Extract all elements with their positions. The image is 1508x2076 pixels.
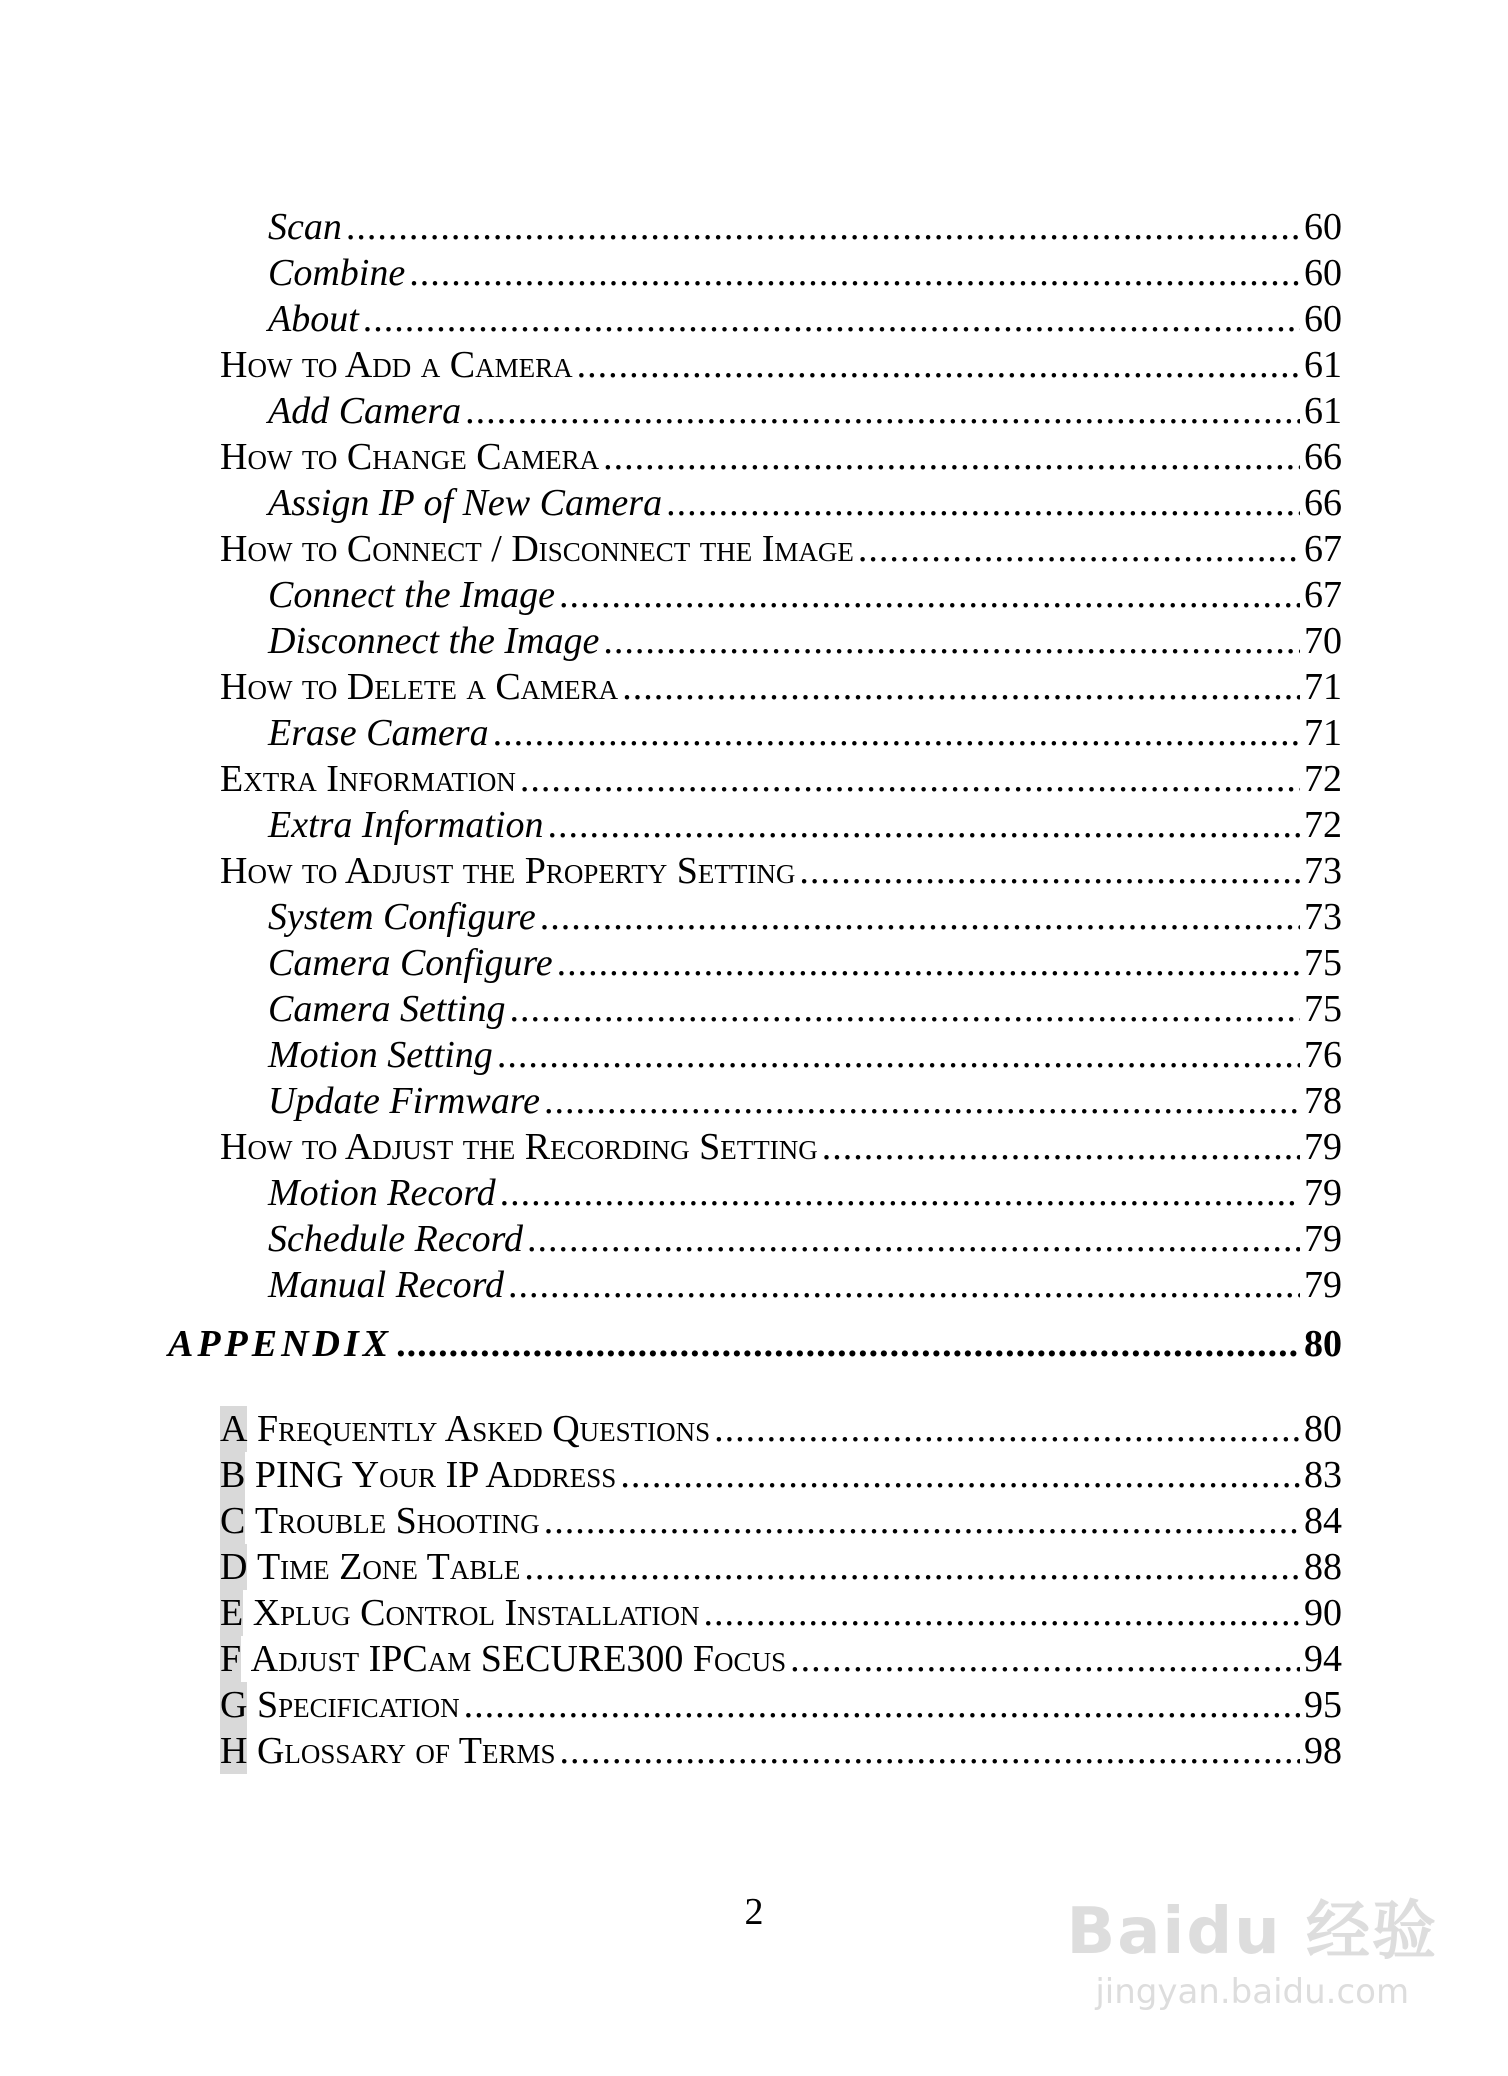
toc-entry[interactable] (168, 480, 1342, 526)
spacer (245, 1452, 255, 1498)
appendix-entry[interactable] (168, 1498, 1342, 1544)
toc-entry[interactable] (168, 1170, 1342, 1216)
toc-entry-title: Connect the Image (268, 574, 556, 616)
toc-entry-page: 76 (1304, 1034, 1342, 1076)
toc-entry-title: Scan (268, 206, 342, 248)
dot-leader (497, 1032, 1300, 1078)
toc-entry[interactable] (168, 296, 1342, 342)
toc-entry-title: Schedule Record (268, 1218, 523, 1260)
dot-leader (544, 1498, 1300, 1544)
toc-entry-title: How to Delete a Camera (220, 666, 619, 708)
toc-entry-page: 88 (1304, 1546, 1342, 1588)
dot-leader (544, 1078, 1300, 1124)
dot-leader (524, 1544, 1300, 1590)
toc-entry-title: Motion Setting (268, 1034, 493, 1076)
toc-entry-page: 79 (1304, 1264, 1342, 1306)
toc-entry-page: 79 (1304, 1218, 1342, 1260)
toc-entry-title: Add Camera (268, 390, 462, 432)
toc-entry-title: System Configure (268, 896, 536, 938)
dot-leader (464, 1682, 1300, 1728)
toc-entry-title: Trouble Shooting (254, 1500, 540, 1542)
toc-entry-title: About (268, 298, 359, 340)
appendix-letter: G (220, 1684, 248, 1726)
dot-leader (703, 1590, 1300, 1636)
toc-chapter-appendix[interactable] (168, 1308, 1342, 1380)
toc-entry-title: Motion Record (268, 1172, 496, 1214)
toc-entry-page: 72 (1304, 758, 1342, 800)
toc-entry-page: 71 (1304, 666, 1342, 708)
toc-entry-title: How to Adjust the Recording Setting (220, 1126, 818, 1168)
toc-entry-page: 79 (1304, 1126, 1342, 1168)
toc-entry[interactable] (168, 894, 1342, 940)
toc-entry-page: 90 (1304, 1592, 1342, 1634)
toc-entry[interactable] (168, 434, 1342, 480)
toc-entry-page: 79 (1304, 1172, 1342, 1214)
toc-entry-title: Xplug Control Installation (252, 1592, 700, 1634)
toc-entry-page: 67 (1304, 528, 1342, 570)
spacer (245, 1498, 255, 1544)
dot-leader (622, 664, 1300, 710)
spacer (247, 1406, 257, 1452)
toc-entry[interactable] (168, 802, 1342, 848)
toc-entry[interactable] (168, 526, 1342, 572)
dot-leader (858, 526, 1300, 572)
dot-leader (790, 1636, 1300, 1682)
toc-entry-page: 78 (1304, 1080, 1342, 1122)
appendix-entry[interactable] (168, 1728, 1342, 1774)
toc-entry[interactable] (168, 1124, 1342, 1170)
page-number: 2 (744, 1891, 764, 1933)
toc-entry-page: 60 (1304, 252, 1342, 294)
section-gap (168, 1380, 1342, 1406)
toc-entry-title: Camera Setting (268, 988, 506, 1030)
toc-entry-title: Time Zone Table (256, 1546, 521, 1588)
dot-leader (540, 894, 1300, 940)
dot-leader (547, 802, 1300, 848)
dot-leader (603, 618, 1300, 664)
toc-entry-title: PING Your IP Address (254, 1454, 617, 1496)
appendix-entry[interactable] (168, 1636, 1342, 1682)
appendix-letter: F (220, 1638, 242, 1680)
appendix-letter: H (220, 1730, 248, 1772)
toc-entry[interactable] (168, 1032, 1342, 1078)
dot-leader (560, 1728, 1301, 1774)
toc-entry-page: 84 (1304, 1500, 1342, 1542)
toc-entry-title: Erase Camera (268, 712, 489, 754)
spacer (247, 1682, 257, 1728)
dot-leader (603, 434, 1300, 480)
toc-entry-title: Extra Information (268, 804, 544, 846)
dot-leader (714, 1406, 1300, 1452)
dot-leader (822, 1124, 1300, 1170)
toc-entry-page: 70 (1304, 620, 1342, 662)
toc-entry-title: Glossary of Terms (256, 1730, 556, 1772)
dot-leader (577, 342, 1300, 388)
toc-entry[interactable] (168, 572, 1342, 618)
toc-entry-page: 98 (1304, 1730, 1342, 1772)
toc-entry-page: 67 (1304, 574, 1342, 616)
toc-entry-page: 60 (1304, 206, 1342, 248)
appendix-entry[interactable] (168, 1452, 1342, 1498)
appendix-entry[interactable] (168, 1682, 1342, 1728)
dot-leader (527, 1216, 1300, 1262)
toc-entry[interactable] (168, 1078, 1342, 1124)
spacer (241, 1636, 251, 1682)
appendix-letter: A (220, 1408, 248, 1450)
toc-entry-page: 80 (1304, 1408, 1342, 1450)
watermark (1066, 1880, 1438, 2012)
appendix-letter: B (220, 1454, 246, 1496)
toc-entry-title: Frequently Asked Questions (256, 1408, 711, 1450)
toc-entry[interactable] (168, 986, 1342, 1032)
toc-entry-page: 60 (1304, 298, 1342, 340)
toc-entry[interactable] (168, 1216, 1342, 1262)
toc-entry-page: 83 (1304, 1454, 1342, 1496)
toc-entry[interactable] (168, 388, 1342, 434)
toc-entry-page: 66 (1304, 436, 1342, 478)
toc-entry-page: 61 (1304, 344, 1342, 386)
toc-entry[interactable] (168, 618, 1342, 664)
dot-leader (363, 296, 1300, 342)
toc-entry-title: APPENDIX (168, 1323, 393, 1365)
dot-leader (520, 756, 1300, 802)
dot-leader (465, 388, 1300, 434)
appendix-letter: D (220, 1546, 248, 1588)
dot-leader (396, 1308, 1300, 1380)
toc-entry[interactable] (168, 250, 1342, 296)
toc-entry-title: Disconnect the Image (268, 620, 600, 662)
watermark-brand: Baidu 经验 (1066, 1895, 1438, 1969)
dot-leader (620, 1452, 1300, 1498)
dot-leader (557, 940, 1300, 986)
toc-entry[interactable] (168, 204, 1342, 250)
toc-entry-title: Extra Information (220, 758, 516, 800)
toc-entry-title: Specification (256, 1684, 460, 1726)
toc-entry-page: 95 (1304, 1684, 1342, 1726)
toc-entry[interactable] (168, 1262, 1342, 1308)
toc-entry-page: 94 (1304, 1638, 1342, 1680)
toc-entry-page: 73 (1304, 850, 1342, 892)
toc-entry-page: 71 (1304, 712, 1342, 754)
toc-entry[interactable] (168, 756, 1342, 802)
dot-leader (500, 1170, 1300, 1216)
toc-entry-title: Camera Configure (268, 942, 553, 984)
toc-entry-title: Assign IP of New Camera (268, 482, 663, 524)
dot-leader (346, 204, 1300, 250)
appendix-entry[interactable] (168, 1590, 1342, 1636)
dot-leader (409, 250, 1300, 296)
spacer (247, 1544, 257, 1590)
toc-entry-title: Adjust IPCam SECURE300 Focus (250, 1638, 787, 1680)
toc-entry-title: How to Add a Camera (220, 344, 573, 386)
toc-entry-page: 75 (1304, 942, 1342, 984)
toc-entry-page: 73 (1304, 896, 1342, 938)
appendix-letter: E (220, 1592, 244, 1634)
dot-leader (799, 848, 1300, 894)
appendix-entry[interactable] (168, 1544, 1342, 1590)
spacer (243, 1590, 253, 1636)
toc-entry-page: 61 (1304, 390, 1342, 432)
toc-entry-page: 72 (1304, 804, 1342, 846)
toc-entry-page: 80 (1304, 1323, 1342, 1365)
spacer (247, 1728, 257, 1774)
dot-leader (559, 572, 1300, 618)
toc-entry[interactable] (168, 848, 1342, 894)
dot-leader (666, 480, 1300, 526)
toc-entry[interactable] (168, 710, 1342, 756)
toc-entry-title: Combine (268, 252, 406, 294)
toc-entry-title: How to Change Camera (220, 436, 600, 478)
toc-entry[interactable] (168, 940, 1342, 986)
toc-entry-page: 66 (1304, 482, 1342, 524)
toc-entry-title: Manual Record (268, 1264, 505, 1306)
table-of-contents (168, 204, 1342, 1774)
watermark-url: jingyan.baidu.com (1095, 1972, 1410, 2012)
appendix-letter: C (220, 1500, 246, 1542)
toc-entry-title: How to Connect / Disconnect the Image (220, 528, 854, 570)
toc-entry[interactable] (168, 664, 1342, 710)
toc-entry-title: How to Adjust the Property Setting (220, 850, 796, 892)
toc-entry[interactable] (168, 342, 1342, 388)
dot-leader (509, 986, 1300, 1032)
appendix-entry[interactable] (168, 1406, 1342, 1452)
toc-entry-title: Update Firmware (268, 1080, 540, 1122)
dot-leader (493, 710, 1300, 756)
toc-entry-page: 75 (1304, 988, 1342, 1030)
dot-leader (508, 1262, 1300, 1308)
